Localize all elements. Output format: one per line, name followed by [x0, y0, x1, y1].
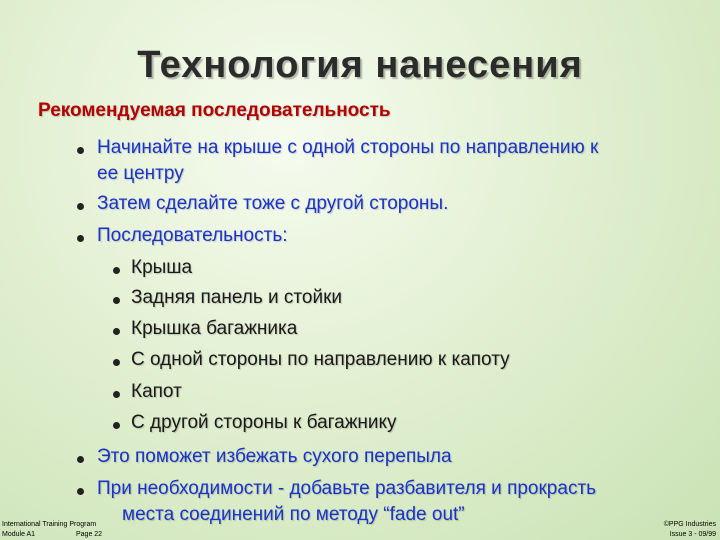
sub-bullet-icon [113, 328, 120, 335]
bullet-icon [77, 203, 84, 210]
list-item-line: Затем сделайте тоже с другой стороны. [97, 193, 449, 214]
list-item-line: ее центру [97, 163, 184, 184]
sub-list-item: С другой стороны к багажнику [131, 412, 397, 433]
list-item-line: Начинайте на крыше с одной стороны по направлению к [97, 137, 599, 158]
sub-list-item: Капот [131, 381, 182, 402]
bullet-icon [77, 488, 84, 495]
sub-list-item: Задняя панель и стойки [131, 287, 343, 308]
sub-list-item: Крыша [131, 257, 193, 278]
sub-bullet-icon [113, 359, 120, 366]
section-heading: Рекомендуемая последовательность [38, 100, 391, 121]
sub-list-item: Крышка багажника [131, 318, 298, 339]
list-item-line: Последовательность: [97, 225, 288, 246]
footer-page: Page 22 [76, 531, 103, 538]
list-item-line: места соединений по методу “fade out” [122, 504, 465, 525]
bullet-icon [77, 147, 84, 154]
list-item-line: Это поможет избежать сухого перепыла [97, 446, 452, 467]
footer-module: Module A1 [2, 531, 36, 538]
bullet-icon [77, 235, 84, 242]
footer-program: International Training Program [2, 521, 97, 528]
sub-bullet-icon [113, 391, 120, 398]
slide-title: Технология нанесения [137, 44, 583, 86]
footer-copyright: ©PPG Industries [663, 521, 716, 528]
bullet-icon [77, 456, 84, 463]
list-item-line: При необходимости - добавьте разбавителя и прокрасть [97, 478, 597, 499]
footer-issue: Issue 3 - 09/99 [669, 531, 716, 538]
sub-bullet-icon [113, 422, 120, 429]
sub-list-item: С одной стороны по направлению к капоту [131, 349, 510, 370]
sub-bullet-icon [113, 267, 120, 274]
sub-bullet-icon [113, 297, 120, 304]
